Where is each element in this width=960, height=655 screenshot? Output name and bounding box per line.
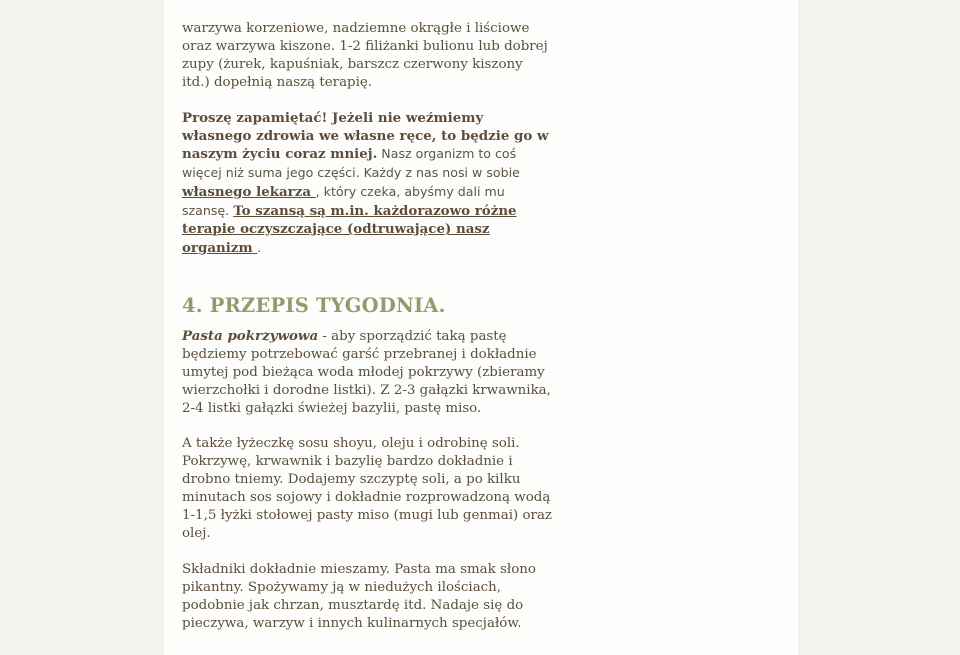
recipe-paragraph-2: A także łyżeczkę sosu shoyu, oleju i odrobinę soli. Pokrzywę, krwawnik i bazylię bardzo dokładnie i drobno tniemy. Dodajemy szczyptę soli, a po kilku minutach sos sojowy i dokładnie rozprowadzoną wodą 1-1,5 łyżki stołowej pasty miso (mugi lub genmai) oraz olej. bbox=[182, 436, 552, 541]
cleansing-therapies-link[interactable]: To szansą są m.in. każdorazowo różne terapie oczyszczające (odtruwające) nasz organizm bbox=[182, 203, 517, 256]
remember-end: . bbox=[257, 239, 262, 255]
remember-bold-text: Proszę zapamiętać! Jeżeli nie weźmiemy własnego zdrowia we własne ręce, to będzie go w naszym życiu coraz mniej. bbox=[182, 109, 549, 163]
remember-text-1: Nasz organizm to coś więcej niż suma jego części. Każdy z nas nosi w sobie bbox=[182, 146, 520, 181]
recipe-paragraph-3: Składniki dokładnie mieszamy. Pasta ma smak słono pikantny. Spożywamy ją w niedużych ilościach, podobnie jak chrzan, musztardę itd. Nadaje się do pieczywa, warzyw i innych kulinarnych specjałów. bbox=[182, 561, 536, 631]
remember-text-2: , który czeka, abyśmy dali mu szansę. bbox=[182, 184, 505, 219]
recipe-paragraph-1 bbox=[182, 328, 552, 418]
page-panel bbox=[164, 0, 798, 655]
own-doctor-link[interactable]: własnego lekarza bbox=[182, 184, 316, 201]
remember-paragraph bbox=[182, 110, 552, 258]
recipe-title: Pasta pokrzywowa bbox=[182, 327, 319, 344]
article-content bbox=[182, 20, 552, 632]
intro-paragraph: warzywa korzeniowe, nadziemne okrągłe i liściowe oraz warzywa kiszone. 1-2 filiżanki bulionu lub dobrej zupy (żurek, kapuśniak, barszcz czerwony kiszony itd.) dopełnią naszą terapię. bbox=[182, 21, 548, 90]
recipe-p1-text: - aby sporządzić taką pastę będziemy potrzebować garść przebranej i dokładnie umytej pod bieżąca woda młodej pokrzywy (zbieramy wierzchołki i dorodne listki). Z 2-3 gałązki krwawnika, 2-4 listki gałązki świeżej bazylii, pastę miso. bbox=[182, 328, 551, 416]
recipe-heading: 4. PRZEPIS TYGODNIA. bbox=[182, 293, 446, 317]
